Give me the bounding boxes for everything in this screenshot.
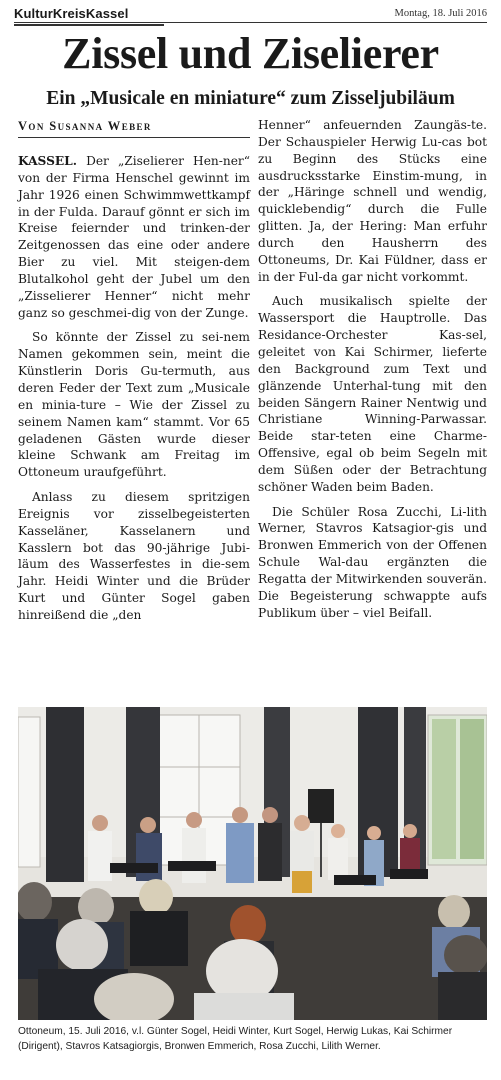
article-column-left — [18, 153, 250, 624]
article-paragraph: Anlass zu diesem spritzigen Ereignis vor zisselbegeisterten Kasseläner, Kasselanern und Kasslern bot das 90-jährige Jubi-läum des Wasserfestes in die-sem Jahr. Heidi Winter und die Brüder Kurt und Günter Sogel gaben hinreißend die „den — [18, 490, 250, 622]
masthead — [14, 6, 487, 22]
photo-caption: Ottoneum, 15. Juli 2016, v.l. Günter Sogel, Heidi Winter, Kurt Sogel, Herwig Lukas, Kai Schirmer (Dirigent), Stavros Katsagiorgis, Bronwen Emmerich, Rosa Zucchi, Lilith Werner. — [18, 1026, 453, 1052]
article-headline: Zissel und Ziselierer — [62, 29, 439, 78]
issue-date: Montag, 18. Juli 2016 — [394, 8, 487, 19]
section-label: KulturKreisKassel — [14, 6, 129, 21]
masthead-rule — [14, 22, 487, 23]
article-paragraph: Die Schüler Rosa Zucchi, Li-lith Werner, Stavros Katsagior-gis und Bronwen Emmerich von der Offenen Schule Wal-dau ergänzten die Regatta der Mitwirkenden souverän. Die Begeisterung schwappte aufs Publikum über – viel Beifall. — [258, 504, 487, 620]
article-paragraph: So könnte der Zissel zu sei-nem Namen gekommen sein, meint die Künstlerin Doris Gu-termuth, aus deren Feder der Text zum „Musicale en minia-ture – Wie der Zissel zu seinem Namen kam“ stammt. Vor 65 geladenen Gästen wurde dieser kleine Schwank am Freitag im Ottoneum uraufgeführt. — [18, 330, 250, 480]
article-paragraph: Auch musikalisch spielte der Wassersport die Hauptrolle. Das Residance-Orchester Kas-sel, geleitet von Kai Schirmer, lieferte den Background zum Text und glänzende Unterhal-tung mit den beiden Sängern Rainer Nentwig und Christiane Winning-Parwassar. Beide star-teten eine Charme-Offensive, egal ob beim Segeln mit dem Süßen oder der Betrachtung schöner Waden beim Baden. — [258, 294, 487, 494]
article-paragraph: Henner“ anfeuernden Zaungäs-te. Der Schauspieler Herwig Lu-cas bot zu Beginn des Stücks eine ausdrucksstarke Einstim-mung, in der „Häringe schnell und wendig, quicklebendig“ durch die Fulle glitten. Ja, der Hering: Man erfuhr durch den Hausherrn des Ottoneums, Dr. Kai Füldner, dass er in der Ful-da gar nicht vorkommt. — [258, 118, 487, 284]
article-paragraph — [18, 153, 250, 321]
paragraph-text: Der „Ziselierer Hen-ner“ von der Firma Henschel gewinnt im Jahr 1926 einen Schwimmwettkampf in der Fulda. Darauf gönnt er sich im Kreise feiernder und trinken-der Zeitgenossen das eine oder andere Bier zu viel. Mit steigen-dem Blutalkohol geht der Jubel um den „Zisselierer Henner“ nicht mehr ganz so geschmei-dig von der Zunge. — [18, 154, 250, 320]
article-subheadline: Ein „Musicale en miniature“ zum Zisseljubiläum — [46, 88, 455, 109]
dateline: KASSEL. — [18, 154, 77, 168]
byline-rule — [18, 137, 250, 138]
stage-photo-illustration — [18, 707, 487, 1020]
article-byline: Von Susanna Weber — [18, 119, 152, 133]
article-photo — [18, 707, 487, 1020]
article-column-right — [258, 117, 487, 621]
